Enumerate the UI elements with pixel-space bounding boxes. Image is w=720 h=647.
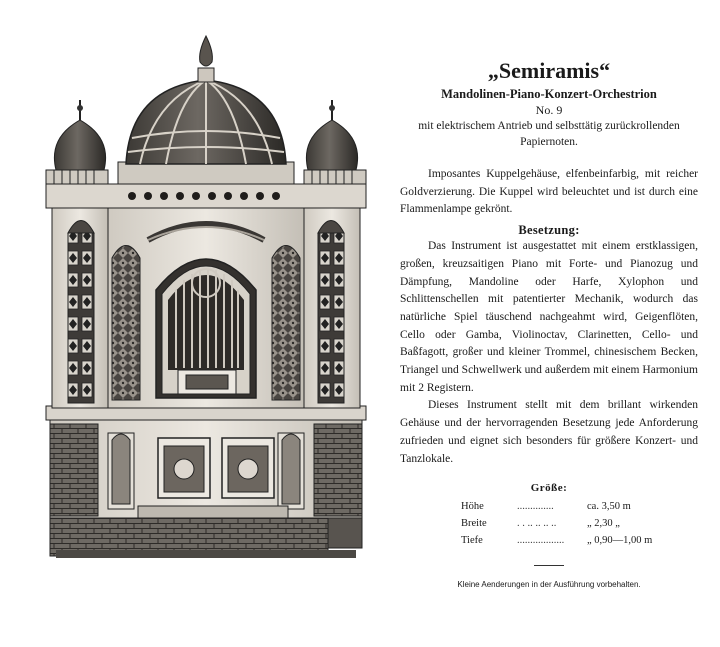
dimension-leader: .................. <box>517 535 565 547</box>
table-row <box>458 532 655 549</box>
product-subtitle: Mandolinen-Piano-Konzert-Orchestrion <box>441 87 657 101</box>
instrumentation-description: Das Instrument ist ausgestattet mit einem erstklassigen, großen, kreuzsaitigen Piano mit Forte- und Pianozug und Dämpfung, Mandoline oder Harfe, Xylophon und Schlittenschellen mit patentierter Mechanik, wodurch das natürliche Spiel täuschend nachgeahmt wird, Geigenflöten, Cello oder Gamba, Violinoctav, Clarinetten, Cello- und Baßfagott, großer und kleiner Trommel, chinesischem Becken, Triangel und Schwellwerk und außerdem mit einem Harmonium mit 2 Registern. <box>400 240 698 394</box>
instrumentation-heading: Besetzung: <box>518 223 580 238</box>
product-number: No. 9 <box>535 103 563 117</box>
dimensions-table <box>458 498 655 549</box>
catalog-text <box>400 58 698 589</box>
dimension-label: Breite <box>461 518 487 530</box>
closing-description: Dieses Instrument stellt mit dem brillant wirkenden Gehäuse und der hervorragenden Besetzung jede Anforderung zufrieden und eignet sich besonders für größere Konzert- und Tanzlokale. <box>400 399 698 465</box>
dimension-value: ca. 3,50 m <box>587 501 631 513</box>
dimension-value: „ 2,30 „ <box>587 518 620 530</box>
dimension-leader: .............. <box>517 501 554 513</box>
case-description: Imposantes Kuppelgehäuse, elfenbeinfarbig, mit reicher Goldverzierung. Die Kuppel wird beleuchtet und ist durch eine Flammenlampe gekrönt. <box>400 168 698 216</box>
table-row <box>458 498 655 515</box>
divider <box>534 565 564 566</box>
dimension-label: Tiefe <box>461 535 483 547</box>
dimension-value: „ 0,90—1,00 m <box>587 535 653 547</box>
dimension-label: Höhe <box>461 501 484 513</box>
dimensions-heading: Größe: <box>530 482 568 495</box>
footnote: Kleine Aenderungen in der Ausführung vorbehalten. <box>457 580 641 590</box>
table-row <box>458 515 655 532</box>
product-title: „Semiramis“ <box>487 58 611 83</box>
dimension-leader: . . .. .. .. .. <box>517 518 557 530</box>
product-intro: mit elektrischem Antrieb und selbsttätig zurückrollenden Papiernoten. <box>418 120 680 148</box>
orchestrion-illustration <box>38 28 388 588</box>
